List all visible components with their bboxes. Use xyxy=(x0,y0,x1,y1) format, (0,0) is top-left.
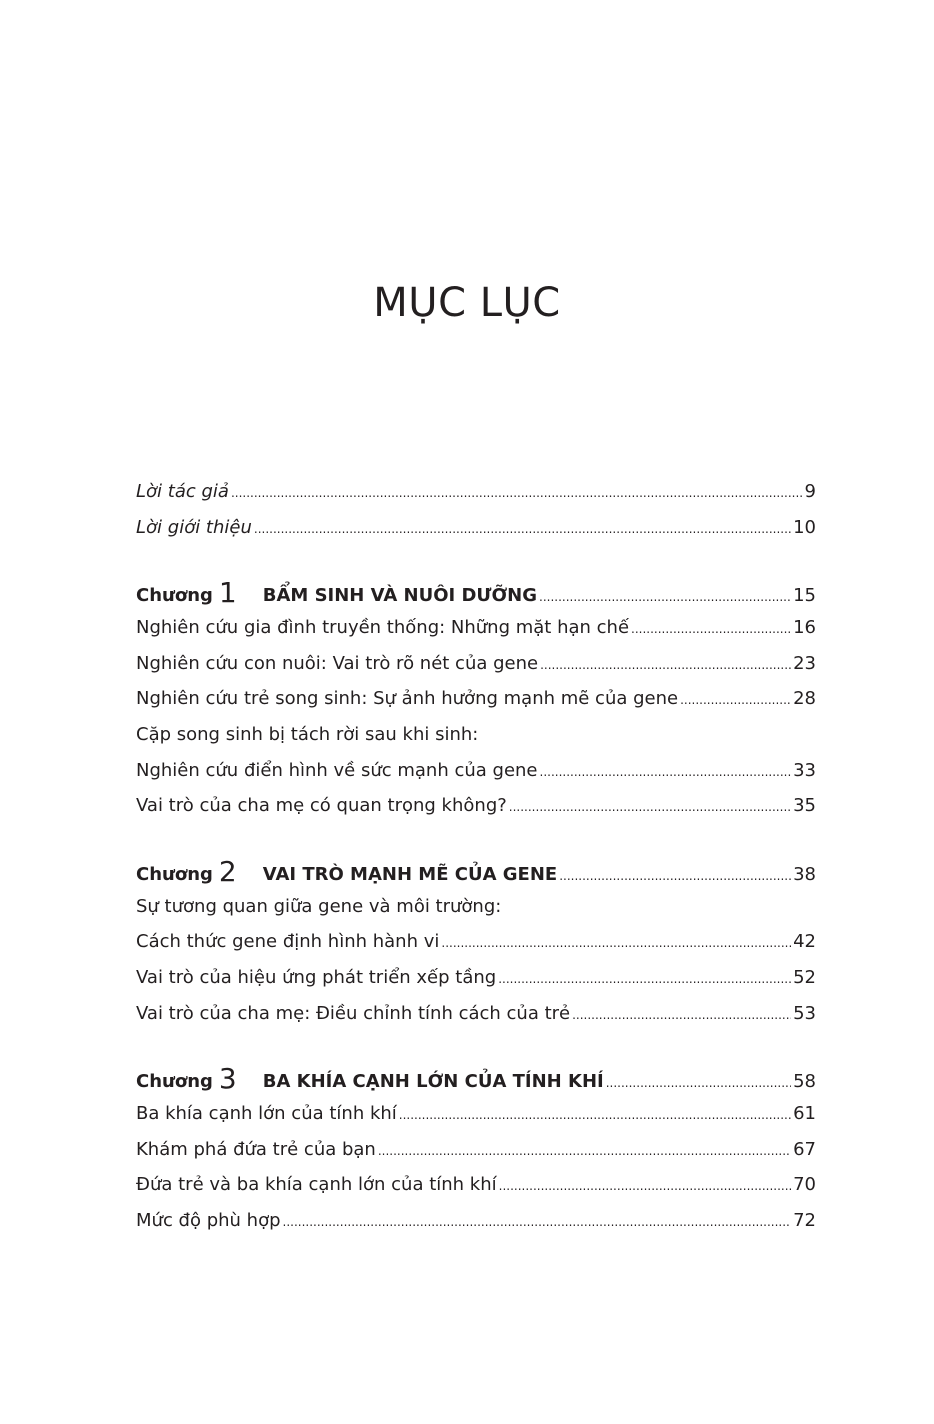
dot-leader xyxy=(572,998,791,1034)
toc-entry-label: Vai trò của hiệu ứng phát triển xếp tầng xyxy=(136,966,497,988)
dot-leader xyxy=(254,512,791,548)
toc-entry-label: Nghiên cứu điển hình về sức mạnh của gene xyxy=(136,759,538,781)
toc-page-number: 33 xyxy=(793,759,816,781)
toc-entry[interactable] xyxy=(136,1167,816,1203)
dot-leader xyxy=(231,476,803,512)
toc-entry-label: Lời giới thiệu xyxy=(136,516,252,538)
toc-entry[interactable] xyxy=(136,610,816,646)
toc-entry-heading-line xyxy=(136,889,816,925)
toc-entry[interactable] xyxy=(136,1203,816,1239)
toc-entry-label: Vai trò của cha mẹ: Điều chỉnh tính cách của trẻ xyxy=(136,1002,571,1024)
toc-page-number: 38 xyxy=(793,863,816,885)
toc-chapter-2[interactable] xyxy=(136,853,816,889)
dot-leader xyxy=(378,1134,791,1170)
toc-entry[interactable] xyxy=(136,788,816,824)
toc-page-number: 42 xyxy=(793,931,816,953)
toc-page-number: 67 xyxy=(793,1138,816,1160)
toc-entry-label: Nghiên cứu trẻ song sinh: Sự ảnh hưởng mạnh mẽ của gene xyxy=(136,688,679,710)
chapter-title: VAI TRÒ MẠNH MẼ CỦA GENE xyxy=(262,863,558,885)
toc-entry-label: Mức độ phù hợp xyxy=(136,1209,281,1231)
toc-page-number: 16 xyxy=(793,617,816,639)
toc-entry[interactable] xyxy=(136,1096,816,1132)
toc-entry-label: Cách thức gene định hình hành vi xyxy=(136,931,440,953)
toc-entry[interactable] xyxy=(136,646,816,682)
chapter-title: BẨM SINH VÀ NUÔI DƯỠNG xyxy=(262,585,538,607)
toc-page-number: 72 xyxy=(793,1209,816,1231)
toc-entry-label: Lời tác giả xyxy=(136,481,229,502)
dot-leader xyxy=(540,648,791,684)
chapter-number: 2 xyxy=(218,854,237,888)
toc-entry-introduction[interactable] xyxy=(136,510,816,546)
toc-page-number: 70 xyxy=(793,1174,816,1196)
toc-entry-label: Đứa trẻ và ba khía cạnh lớn của tính khí xyxy=(136,1174,497,1196)
dot-leader xyxy=(631,612,791,648)
toc-page-number: 58 xyxy=(793,1071,816,1093)
toc-entry[interactable] xyxy=(136,960,816,996)
toc-page-number: 10 xyxy=(793,516,816,538)
dot-leader xyxy=(559,858,791,894)
toc-chapter-3[interactable] xyxy=(136,1060,816,1096)
page-title: MỤC LỤC xyxy=(373,280,561,326)
chapter-label: Chương xyxy=(136,585,213,607)
dot-leader xyxy=(680,683,791,719)
toc-entry[interactable] xyxy=(136,996,816,1032)
toc-entry-label: Ba khía cạnh lớn của tính khí xyxy=(136,1103,397,1125)
toc-entry-author-note[interactable] xyxy=(136,474,816,510)
chapter-title: BA KHÍA CẠNH LỚN CỦA TÍNH KHÍ xyxy=(262,1071,604,1093)
dot-leader xyxy=(441,926,791,962)
dot-leader xyxy=(399,1098,791,1134)
toc-page-number: 9 xyxy=(804,481,816,502)
chapter-label: Chương xyxy=(136,863,213,885)
toc-entry-heading-line xyxy=(136,717,816,753)
toc-page-number: 28 xyxy=(793,688,816,710)
toc-entry-label: Sự tương quan giữa gene và môi trường: xyxy=(136,895,502,917)
dot-leader xyxy=(540,755,792,791)
toc-page-number: 15 xyxy=(793,585,816,607)
toc-page-number: 61 xyxy=(793,1103,816,1125)
toc-page-number: 23 xyxy=(793,652,816,674)
toc-entry-label: Vai trò của cha mẹ có quan trọng không? xyxy=(136,795,507,817)
toc-chapter-1[interactable] xyxy=(136,574,816,610)
chapter-label: Chương xyxy=(136,1071,213,1093)
chapter-number: 1 xyxy=(218,576,237,610)
toc-entry[interactable] xyxy=(136,681,816,717)
dot-leader xyxy=(509,790,791,826)
dot-leader xyxy=(606,1065,791,1101)
dot-leader xyxy=(498,962,791,998)
toc-entry[interactable] xyxy=(136,1132,816,1168)
toc-entry-label: Nghiên cứu gia đình truyền thống: Những mặt hạn chế xyxy=(136,617,630,639)
toc-entry[interactable] xyxy=(136,753,816,789)
toc-page-number: 52 xyxy=(793,966,816,988)
toc-entry[interactable] xyxy=(136,924,816,960)
table-of-contents xyxy=(136,474,816,1239)
toc-entry-label: Nghiên cứu con nuôi: Vai trò rõ nét của gene xyxy=(136,652,539,674)
toc-page-number: 35 xyxy=(793,795,816,817)
dot-leader xyxy=(499,1169,791,1205)
toc-page-number: 53 xyxy=(793,1002,816,1024)
toc-entry-label: Khám phá đứa trẻ của bạn xyxy=(136,1138,376,1160)
dot-leader xyxy=(283,1205,792,1241)
chapter-number: 3 xyxy=(218,1062,237,1096)
toc-entry-label: Cặp song sinh bị tách rời sau khi sinh: xyxy=(136,723,479,745)
